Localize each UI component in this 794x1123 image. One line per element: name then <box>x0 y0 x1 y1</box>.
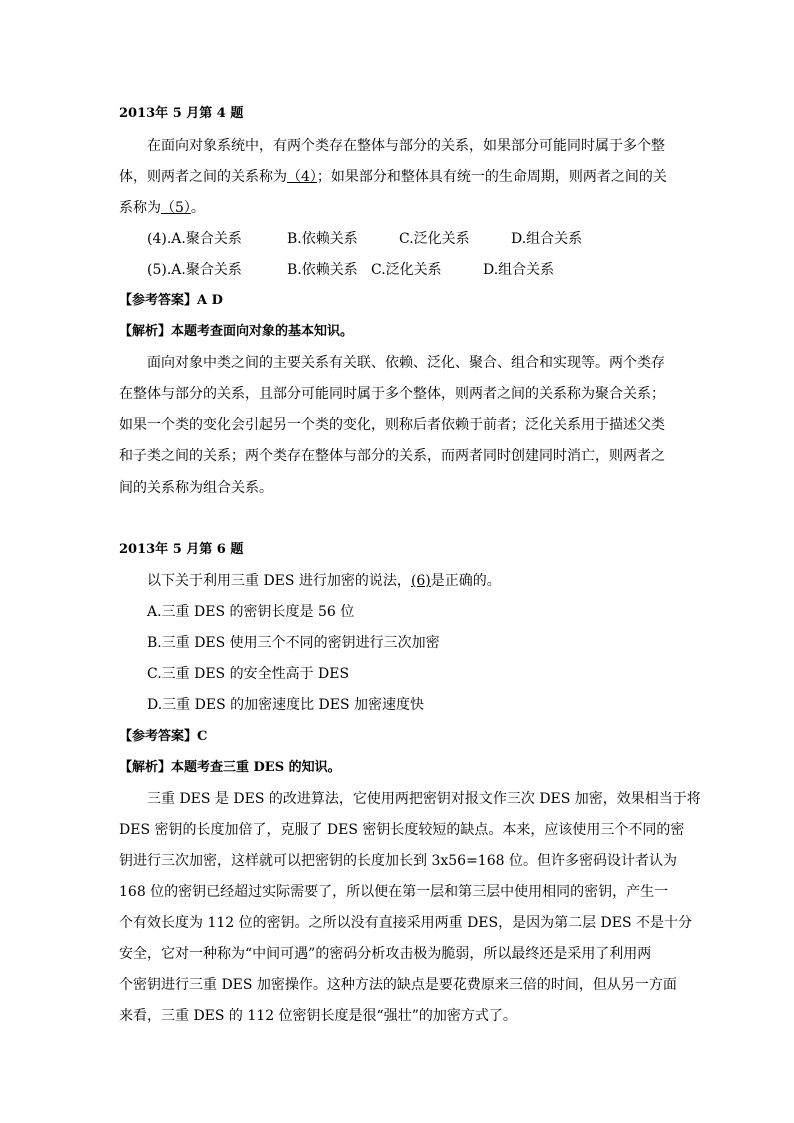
option-6-b: B.三重 DES 使用三个不同的密钥进行三次加密 <box>147 635 440 651</box>
analysis-line: 钥进行三次加密，这样就可以把密钥的长度加长到 3x56=168 位。但许多密码设计者认为 <box>119 853 677 869</box>
analysis-title: 【解析】本题考查面向对象的基本知识。 <box>119 324 354 339</box>
question-6-stem <box>147 571 501 591</box>
option-5-b: B.依赖关系 <box>287 262 358 278</box>
question-6-title: 2013年 5 月第 6 题 <box>119 542 244 557</box>
analysis-line: 安全，它对一种称为“中间可遇”的密码分析攻击极为脆弱，所以最终还是采用了利用两 <box>119 946 652 962</box>
option-5-a: (5).A.聚合关系 <box>147 262 242 278</box>
stem-text: 。 <box>190 200 205 216</box>
analysis-line: 个有效长度为 112 位的密钥。之所以没有直接采用两重 DES，是因为第二层 DES 不是十分 <box>119 915 693 931</box>
question-4-stem-line-1: 在面向对象系统中，有两个类存在整体与部分的关系，如果部分可能同时属于多个整 <box>147 138 665 154</box>
analysis-title: 【解析】本题考查三重 DES 的知识。 <box>119 760 341 775</box>
stem-text: 以下关于利用三重 DES 进行加密的说法， <box>147 573 411 589</box>
question-4-stem-line-3 <box>119 198 205 218</box>
answer-label: 【参考答案】C <box>119 729 208 744</box>
option-4-c: C.泛化关系 <box>399 231 470 247</box>
option-6-c: C.三重 DES 的安全性高于 DES <box>147 666 350 682</box>
question-4-title: 2013年 5 月第 4 题 <box>119 106 244 121</box>
stem-text: 是正确的。 <box>430 573 501 589</box>
option-5-c: C.泛化关系 <box>371 262 442 278</box>
option-6-d: D.三重 DES 的加密速度比 DES 加密速度快 <box>147 697 425 713</box>
analysis-line: 在整体与部分的关系，且部分可能同时属于多个整体，则两者之间的关系称为聚合关系； <box>119 386 665 402</box>
blank-6: (6) <box>410 573 431 589</box>
stem-text: 体，则两者之间的关系称为 <box>119 169 287 185</box>
analysis-line: 面向对象中类之间的主要关系有关联、依赖、泛化、聚合、组合和实现等。两个类存 <box>147 355 665 371</box>
analysis-line: 如果一个类的变化会引起另一个类的变化，则称后者依赖于前者；泛化关系用于描述父类 <box>119 417 665 433</box>
analysis-line: 间的关系称为组合关系。 <box>119 480 273 496</box>
answer-label: 【参考答案】A D <box>119 293 223 308</box>
analysis-line: 和子类之间的关系；两个类存在整体与部分的关系，而两者同时创建同时消亡，则两者之 <box>119 448 665 464</box>
stem-text: ；如果部分和整体具有统一的生命周期，则两者之间的关 <box>316 169 667 185</box>
question-4-stem-line-2 <box>119 167 667 187</box>
blank-4: （4） <box>287 169 317 185</box>
option-6-a: A.三重 DES 的密钥长度是 56 位 <box>147 604 355 620</box>
blank-5: （5） <box>161 200 191 216</box>
analysis-line: 来看，三重 DES 的 112 位密钥长度是很“强壮”的加密方式了。 <box>119 1008 517 1024</box>
option-4-a: (4).A.聚合关系 <box>147 231 242 247</box>
stem-text: 系称为 <box>119 200 161 216</box>
option-4-d: D.组合关系 <box>511 231 583 247</box>
option-5-d: D.组合关系 <box>483 262 555 278</box>
analysis-line: DES 密钥的长度加倍了，克服了 DES 密钥长度较短的缺点。本来，应该使用三个不同的密 <box>119 822 685 838</box>
analysis-line: 三重 DES 是 DES 的改进算法，它使用两把密钥对报文作三次 DES 加密，效果相当于将 <box>147 791 701 807</box>
analysis-line: 168 位的密钥已经超过实际需要了，所以便在第一层和第三层中使用相同的密钥，产生一 <box>119 884 669 900</box>
option-4-b: B.依赖关系 <box>287 231 358 247</box>
analysis-line: 个密钥进行三重 DES 加密操作。这种方法的缺点是要花费原来三倍的时间，但从另一方面 <box>119 977 677 993</box>
